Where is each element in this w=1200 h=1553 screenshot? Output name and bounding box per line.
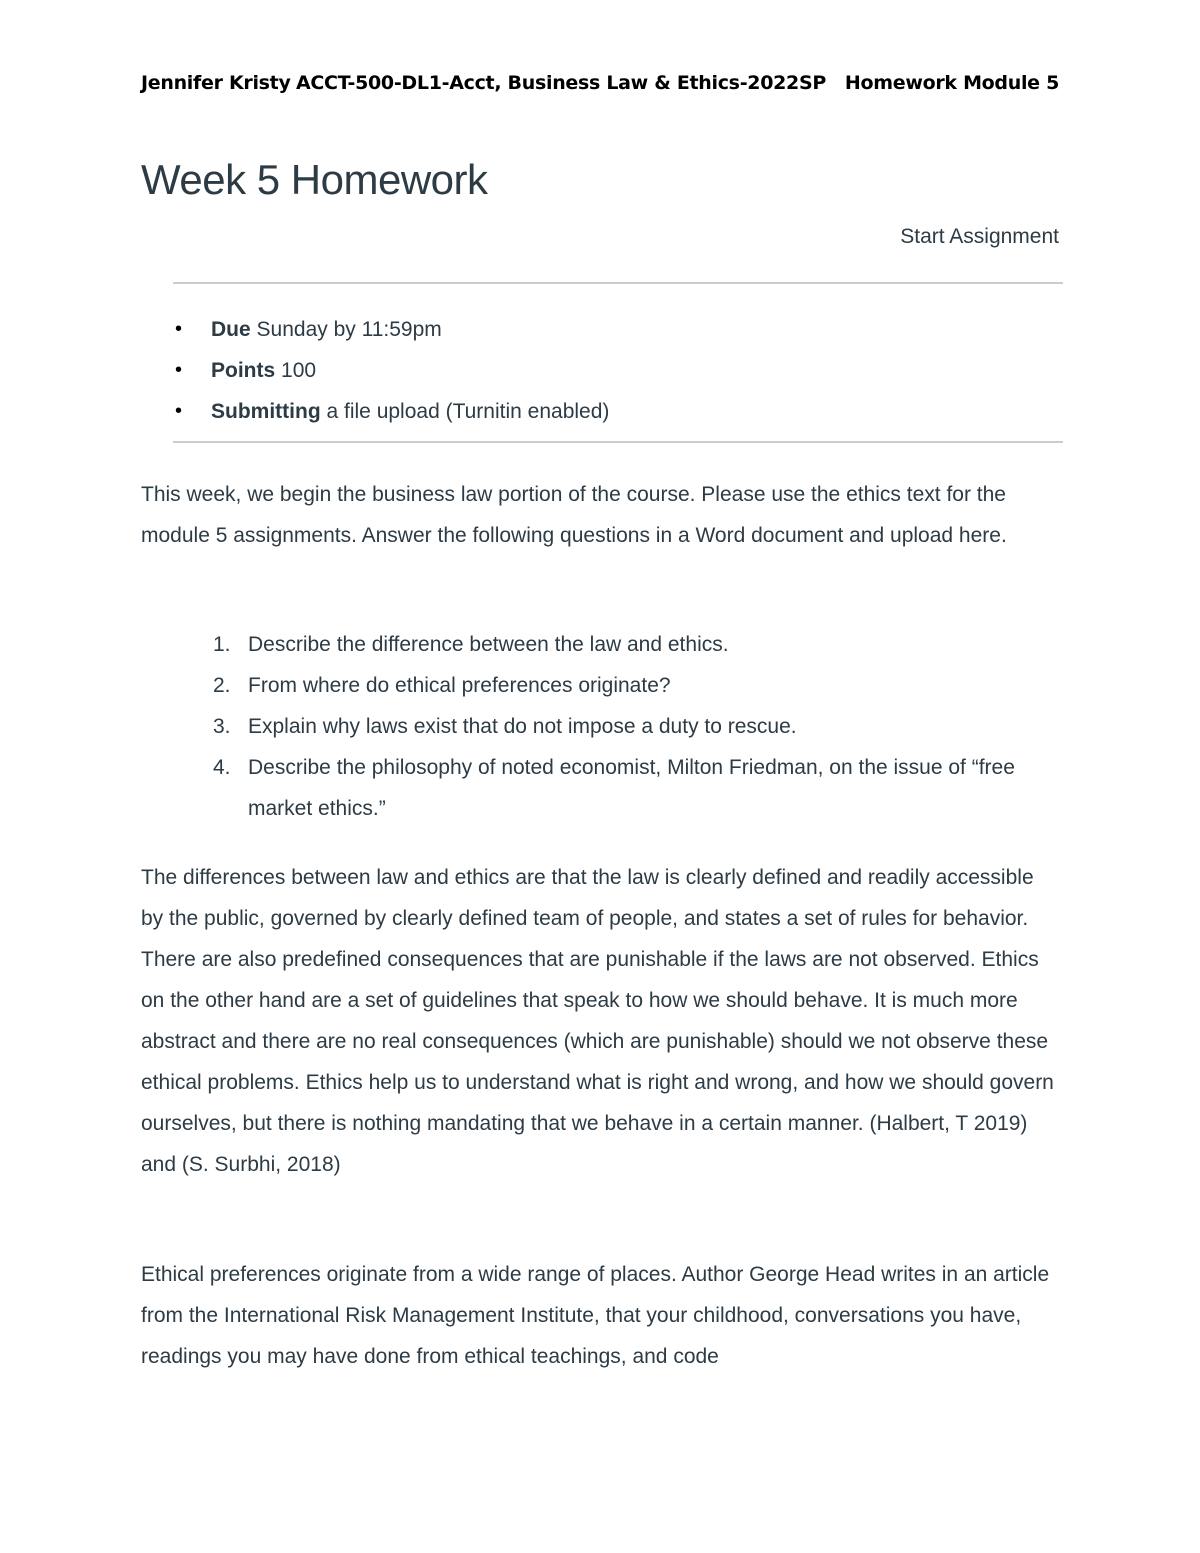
divider-bottom	[173, 441, 1063, 443]
question-text: Describe the difference between the law and ethics.	[248, 633, 729, 656]
question-item	[141, 624, 1061, 665]
detail-value: 100	[281, 359, 317, 382]
detail-points	[173, 350, 609, 391]
question-item	[141, 706, 1061, 747]
detail-label: Due	[211, 318, 251, 341]
page-header	[141, 72, 1059, 100]
detail-label: Points	[211, 359, 276, 382]
detail-value: a file upload (Turnitin enabled)	[326, 400, 610, 423]
detail-submitting	[173, 391, 609, 432]
question-number: 1.	[213, 633, 231, 656]
question-text: Explain why laws exist that do not impose a duty to rescue.	[248, 715, 797, 738]
question-item	[141, 747, 1061, 829]
detail-due	[173, 309, 609, 350]
intro-paragraph: This week, we begin the business law portion of the course. Please use the ethics text for the module 5 assignments. Answer the following questions in a Word document and upload here.	[141, 483, 1007, 547]
header-author: Jennifer Kristy	[141, 72, 291, 94]
detail-value: Sunday by 11:59pm	[256, 318, 442, 341]
answer-paragraph-2: Ethical preferences originate from a wide range of places. Author George Head writes in an article from the International Risk Management Institute, that your childhood, conversations you have, readings you may have done from ethical teachings, and code	[141, 1263, 1050, 1368]
question-number: 3.	[213, 715, 231, 738]
start-assignment-button[interactable]: Start Assignment	[900, 225, 1059, 248]
assignment-details	[173, 309, 609, 432]
header-course: ACCT-500-DL1-Acct, Business Law & Ethics-2022SP Homework Module 5	[295, 72, 1059, 94]
assignment-title: Week 5 Homework	[141, 156, 488, 203]
divider-top	[173, 282, 1063, 284]
answer-paragraph-1: The differences between law and ethics are that the law is clearly defined and readily accessible by the public, governed by clearly defined team of people, and states a set of rules for behavior. There are also predefined consequences that are punishable if the laws are not observed. Ethics on the other hand are a set of guidelines that speak to how we should behave. It is much more abstract and there are no real consequences (which are punishable) should we not observe these ethical problems. Ethics help us to understand what is right and wrong, and how we should govern ourselves, but there is nothing mandating that we behave in a certain manner. (Halbert, T 2019) and (S. Surbhi, 2018)	[141, 866, 1054, 1176]
question-number: 4.	[213, 756, 231, 779]
question-number: 2.	[213, 674, 231, 697]
question-text: Describe the philosophy of noted economist, Milton Friedman, on the issue of “free market ethics.”	[248, 756, 1015, 820]
question-list	[141, 624, 1061, 829]
detail-label: Submitting	[211, 400, 321, 423]
question-item	[141, 665, 1061, 706]
question-text: From where do ethical preferences originate?	[248, 674, 671, 697]
